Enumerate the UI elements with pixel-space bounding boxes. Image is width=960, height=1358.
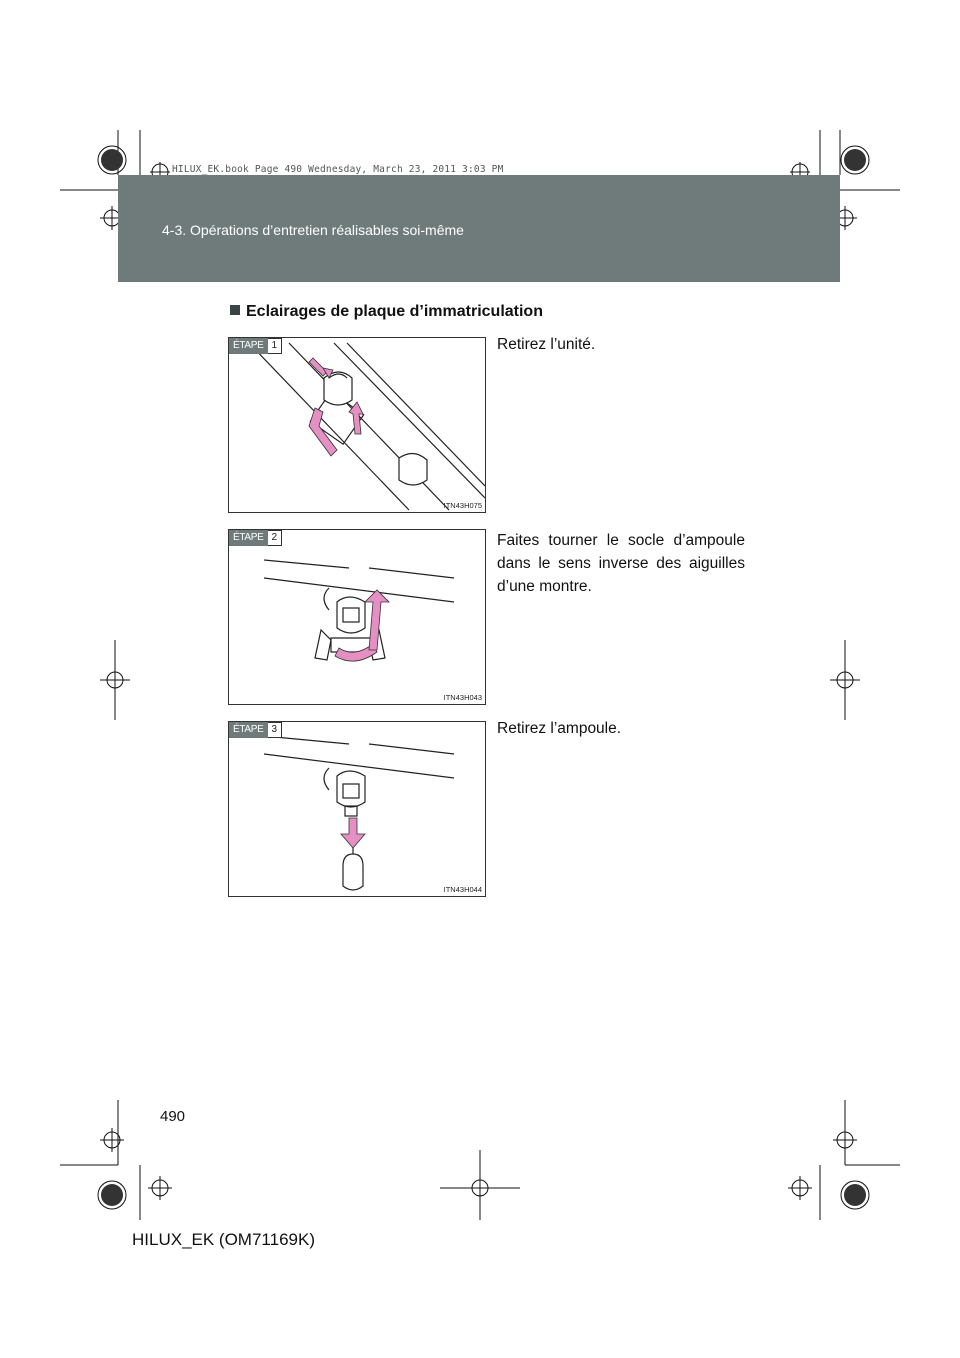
- step-3-text: Retirez l’ampoule.: [497, 720, 622, 737]
- rotate-socket-illustration: [229, 530, 485, 704]
- step-1-figure: [228, 337, 486, 513]
- figure-code: ITN43H075: [443, 501, 482, 510]
- figure-code: ITN43H043: [443, 693, 482, 702]
- step-2-figure: [228, 529, 486, 705]
- book-stamp: HILUX_EK.book Page 490 Wednesday, March 23, 2011 3:03 PM: [172, 164, 504, 175]
- step-number: 1: [268, 338, 283, 354]
- section-heading: [230, 303, 543, 321]
- step-2-text: Faites tourner le socle d’ampoule dans le sens inverse des aiguilles d’une montre.: [497, 532, 745, 595]
- step-number: 3: [268, 722, 283, 738]
- step-badge: ÉTAPE 3: [229, 722, 282, 738]
- remove-bulb-illustration: [229, 722, 485, 896]
- registration-mark-icon: [98, 146, 126, 174]
- figure-code: ITN43H044: [443, 885, 482, 894]
- step-badge: ÉTAPE 2: [229, 530, 282, 546]
- square-bullet-icon: [230, 305, 240, 315]
- heading-text: Eclairages de plaque d’immatriculation: [246, 303, 543, 320]
- section-title: 4-3. Opérations d’entretien réalisables soi-même: [162, 222, 464, 238]
- remove-unit-illustration: [229, 338, 485, 512]
- manual-code: HILUX_EK (OM71169K): [132, 1230, 315, 1249]
- page-number: 490: [160, 1108, 186, 1125]
- step-badge: ÉTAPE 1: [229, 338, 282, 354]
- step-1-text: Retirez l’unité.: [497, 336, 596, 353]
- step-number: 2: [268, 530, 283, 546]
- step-3-figure: [228, 721, 486, 897]
